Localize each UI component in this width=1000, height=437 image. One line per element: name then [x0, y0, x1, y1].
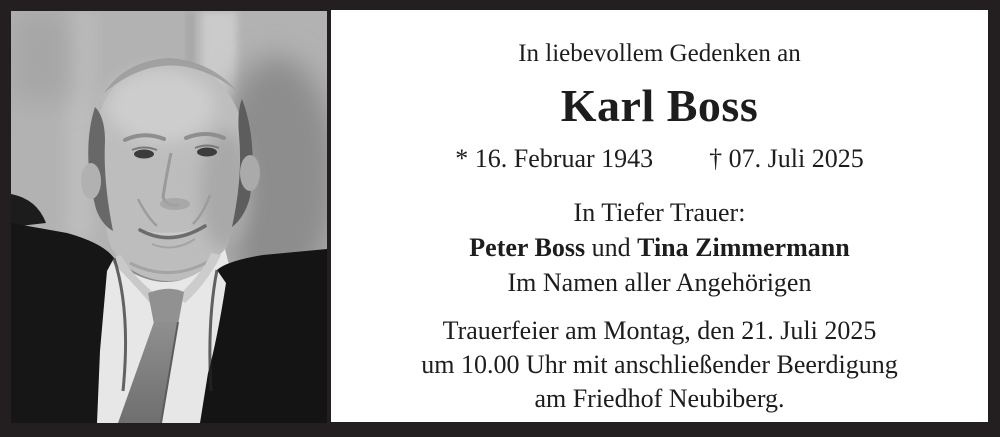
funeral-line-3: am Friedhof Neubiberg. — [534, 384, 785, 413]
family-line: Im Namen aller Angehörigen — [507, 268, 812, 297]
death-date: † 07. Juli 2025 — [709, 144, 864, 173]
notice-panel — [331, 10, 988, 422]
portrait-photo — [11, 11, 327, 423]
mourners-conjunction: und — [591, 233, 631, 262]
funeral-line-2: um 10.00 Uhr mit anschließender Beerdigung — [421, 350, 898, 379]
life-dates — [331, 142, 988, 176]
mourner-first: Peter Boss — [469, 233, 586, 262]
memorial-intro: In liebevollem Gedenken an — [518, 40, 801, 67]
mourning-label: In Tiefer Trauer: — [573, 198, 746, 227]
birth-date: * 16. Februar 1943 — [455, 144, 654, 173]
portrait-photo-illustration — [11, 11, 327, 423]
mourner-second: Tina Zimmermann — [637, 233, 850, 262]
deceased-name: Karl Boss — [560, 80, 759, 131]
funeral-details — [331, 314, 988, 416]
mourners-line — [331, 231, 988, 265]
funeral-line-1: Trauerfeier am Montag, den 21. Juli 2025 — [442, 316, 877, 345]
